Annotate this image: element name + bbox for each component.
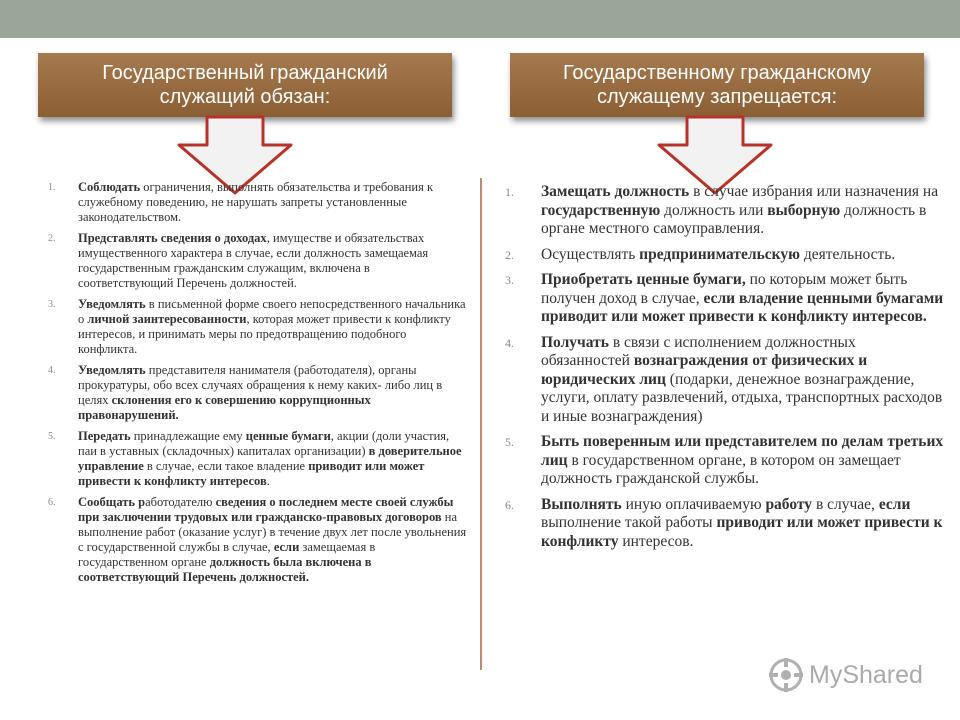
item-text [78,429,468,489]
item-text-bold: вознаграждения от физических и юридических лиц [541,352,868,388]
item-text-bold: личной заинтересованности [87,312,247,326]
item-text-run: в письменной форме своего непосредственного начальника о [78,297,466,326]
item-text-run: ограничения, выполнять обязательства и требования к служебному поведению, не нарушать запреты установленные законодательством. [78,180,434,224]
item-text [541,183,945,239]
item-number: 5. [48,431,56,442]
item-text-run: , имуществе и обязательствах имущественного характера в случае, если должность замещаемая государственным гражданским служащим, включена в соответствующий Перечень должностей. [78,231,429,290]
header-prohibited [510,53,924,117]
item-text-run: по которым может быть получен доход в случае, [541,271,908,307]
obligations-list [48,180,468,591]
item-text-run: аботодателю [145,495,216,509]
header-obliged-line2: служащий обязан: [159,86,331,108]
item-text [541,433,945,489]
item-text-bold: Приобретать ценные бумаги, [541,271,746,288]
item-text-bold: выборную [767,201,841,219]
list-item [48,231,468,291]
item-text-bold: Сообщать р [78,495,146,509]
header-prohibited-line1: Государственному гражданскому [562,62,872,84]
item-text-run: Осуществлять [541,245,640,263]
item-text-run: представителя нанимателя (работодателя), органы прокуратуры, обо всех случаях обращения к нему каких- либо лиц в целях [78,363,443,407]
item-text-bold: ценные бумаги [245,429,331,443]
item-text-bold: Получать [541,333,609,351]
item-text-run: должность или [660,201,768,219]
column-divider [480,178,482,670]
item-text-run: , акции (доли участия, паи в уставных (складочных) капиталах организации) [78,429,450,458]
item-number: 6. [505,497,514,512]
item-text-run: в связи с исполнением должностных обязанностей [541,333,856,369]
item-text-run: в случае, [812,495,879,513]
item-text-run: должность в органе местного самоуправления. [541,201,927,237]
item-number: 4. [505,335,514,350]
item-text-bold: приводит или может привести к конфликту [541,514,943,550]
item-text-bold: Уведомлять [78,363,146,377]
item-text-run: принадлежащие ему [130,429,246,443]
item-text-bold: государственную [541,201,661,219]
item-text-run: в государственном органе, в котором он замещает должность гражданской службы. [541,451,901,487]
item-text-bold: если владение ценными бумагами приводит или может привести к конфликту интересов. [541,289,944,325]
prohibitions-list [505,183,945,558]
list-item [505,183,945,239]
myshared-logo [769,655,923,695]
item-text [541,271,945,327]
item-text-run: иную оплачиваемую [621,495,766,513]
logo-text: MyShared [809,660,923,689]
item-text-run: (подарки, денежное вознаграждение, услуги, оплату развлечений, отдыха, транспортных расходов и иные вознаграждения) [541,370,943,425]
list-item [48,363,468,423]
item-text-bold: Соблюдать [78,180,141,194]
item-text-bold: в доверительное управление [78,444,462,473]
item-text [541,334,945,427]
item-text-run: интересов. [618,532,694,550]
list-item [505,271,945,327]
list-item [505,334,945,427]
item-text-bold: Замещать должность [541,183,690,200]
item-number: 2. [48,233,56,244]
item-text-bold: предпринимательскую [639,245,800,263]
item-text-bold: работу [765,495,813,513]
header-obliged [38,53,452,117]
list-item [48,429,468,489]
item-text-bold: Быть поверенным или представителем по делам третьих лиц [541,433,944,469]
item-text-run: замещаемая в государственном органе [78,540,376,569]
item-number: 2. [505,247,514,262]
item-text-run: деятельность. [799,245,896,263]
list-item [505,496,945,552]
item-text-bold: Уведомлять [78,297,146,311]
item-text-run: на выполнение работ (оказание услуг) в течение двух лет после увольнения с государственной службы в случае, [78,510,467,554]
item-text-bold: если [878,495,911,513]
item-text-run: в случае избрания или назначения на [689,183,939,200]
item-number: 4. [48,365,56,376]
header-prohibited-line2: служащему запрещается: [596,86,837,108]
item-text-bold: приводит или может привести к конфликту интересов [78,459,425,488]
list-item [48,297,468,357]
item-number: 1. [505,185,514,199]
item-text-bold: должность была включена в соответствующий Перечень должностей. [78,555,372,584]
item-text [541,496,945,552]
item-text-run: выполнение такой работы [541,514,717,531]
item-text [78,180,468,225]
myshared-logo-icon [769,658,803,692]
item-text [541,246,895,265]
item-text [78,231,468,291]
header-obliged-line1: Государственный гражданский [102,62,388,84]
item-text-run: , которая может привести к конфликту интересов, и принимать меры по предотвращению подобного конфликта. [78,312,451,356]
item-number: 5. [505,435,514,449]
list-item [505,433,945,489]
item-text-bold: сведения о последнем месте своей службы при заключении трудовых или гражданско-правовых договоров [78,495,454,524]
item-text-bold: если [273,540,300,554]
item-text-bold: склонения его к совершению коррупционных правонарушений. [78,393,371,422]
item-text [78,363,468,423]
item-text-bold: Выполнять [541,495,622,513]
item-text-bold: Передать [78,429,131,443]
item-number: 3. [505,273,514,287]
item-number: 1. [48,182,56,193]
item-text-run: . [266,474,270,488]
item-number: 6. [48,497,56,508]
list-item [505,246,945,265]
top-bar [0,0,960,38]
item-text-run: в случае, если такое владение [143,459,309,473]
list-item [48,495,468,585]
item-text [78,495,468,585]
list-item [48,180,468,225]
item-text-bold: Представлять сведения о доходах [78,231,267,245]
item-number: 3. [48,299,56,310]
item-text [78,297,468,357]
